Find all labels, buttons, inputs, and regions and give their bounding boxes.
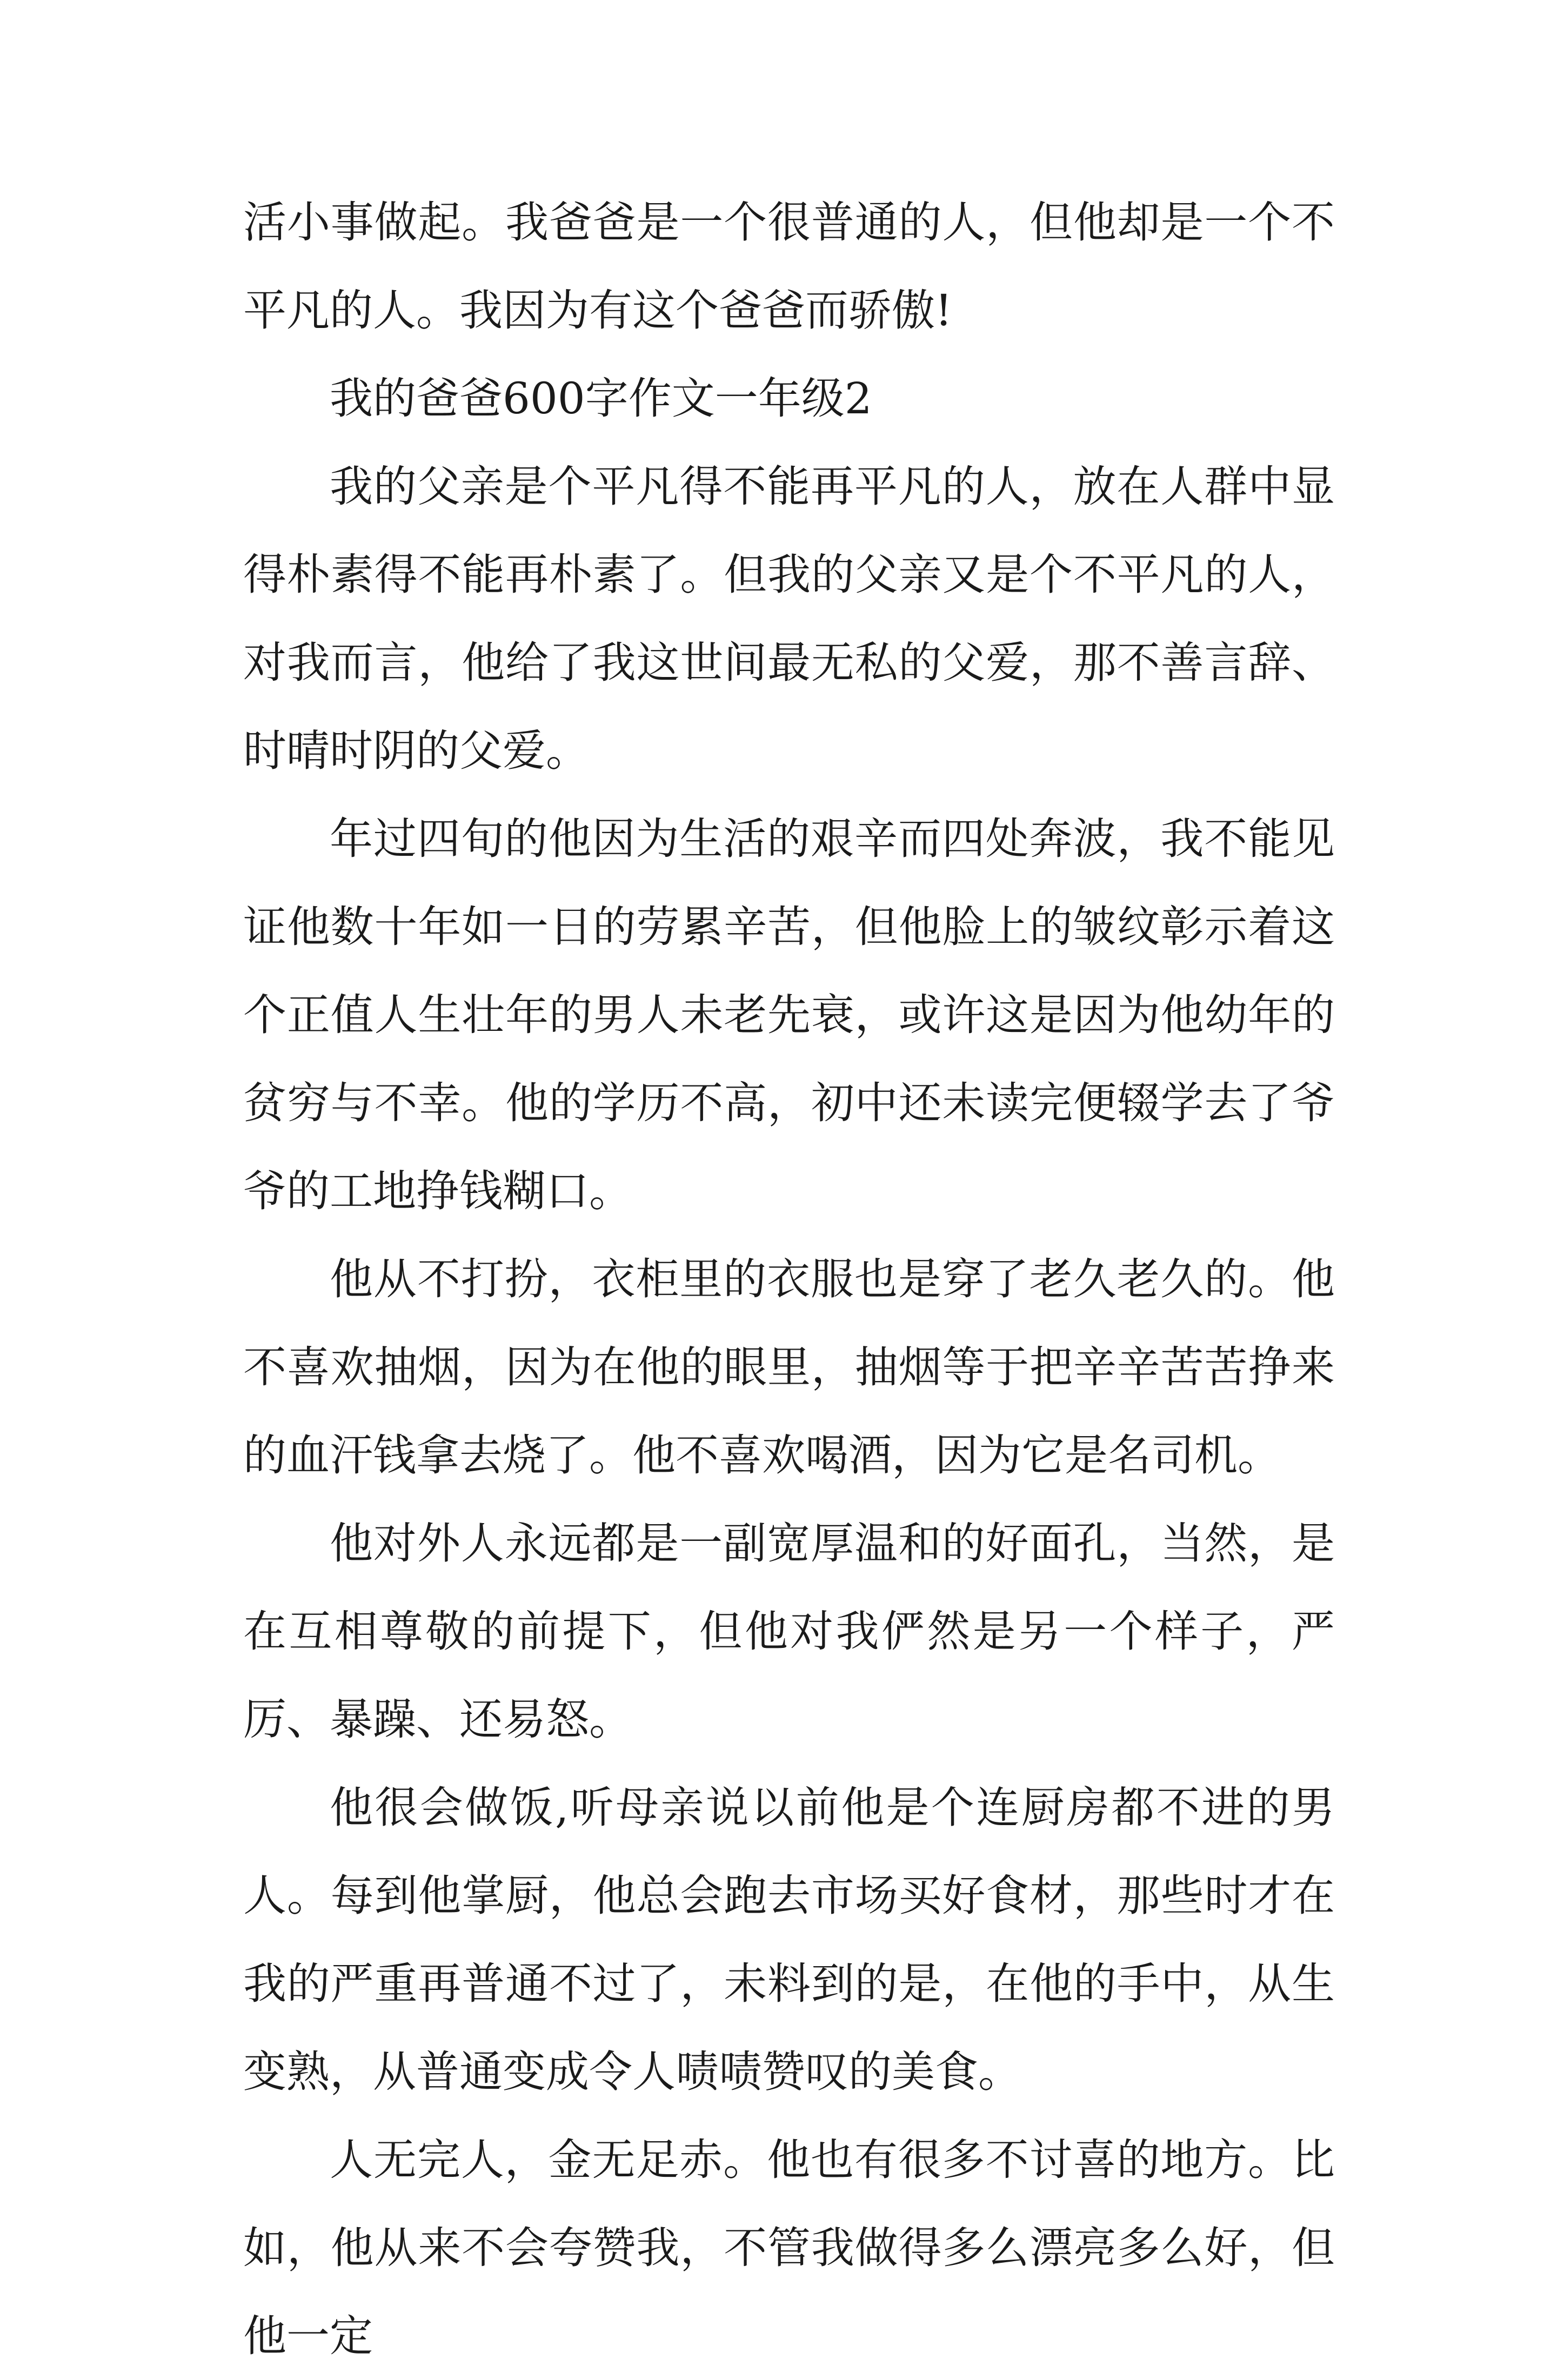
paragraph: 他从不打扮，衣柜里的衣服也是穿了老久老久的。他不喜欢抽烟，因为在他的眼里，抽烟等于把辛辛苦苦挣来的血汗钱拿去烧了。他不喜欢喝酒，因为它是名司机。 <box>243 1254 1335 1480</box>
paragraph: 人无完人，金无足赤。他也有很多不讨喜的地方。比如，他从来不会夸赞我，不管我做得多么漂亮多么好，但他一定 <box>243 2135 1335 2361</box>
paragraph-continuation: 活小事做起。我爸爸是一个很普通的人，但他却是一个不平凡的人。我因为有这个爸爸而骄傲! <box>243 197 1335 336</box>
paragraph: 他很会做饭,听母亲说以前他是个连厨房都不进的男人。每到他掌厨，他总会跑去市场买好食材，那些时才在我的严重再普通不过了，未料到的是，在他的手中，从生变熟，从普通变成令人啧啧赞叹的美食。 <box>243 1782 1335 2097</box>
paragraph: 年过四旬的他因为生活的艰辛而四处奔波，我不能见证他数十年如一日的劳累辛苦，但他脸上的皱纹彰示着这个正值人生壮年的男人未老先衰，或许这是因为他幼年的贫穷与不幸。他的学历不高，初中还未读完便辍学去了爷爷的工地挣钱糊口。 <box>243 814 1335 1216</box>
essay-title: 我的爸爸600字作文一年级2 <box>330 373 872 424</box>
paragraph: 我的父亲是个平凡得不能再平凡的人，放在人群中显得朴素得不能再朴素了。但我的父亲又是个不平凡的人，对我而言，他给了我这世间最无私的父爱，那不善言辞、时晴时阴的父爱。 <box>243 461 1335 776</box>
paragraph: 他对外人永远都是一副宽厚温和的好面孔，当然，是在互相尊敬的前提下，但他对我俨然是另一个样子，严厉、暴躁、还易怒。 <box>243 1518 1335 1745</box>
document-page <box>243 178 1335 2380</box>
